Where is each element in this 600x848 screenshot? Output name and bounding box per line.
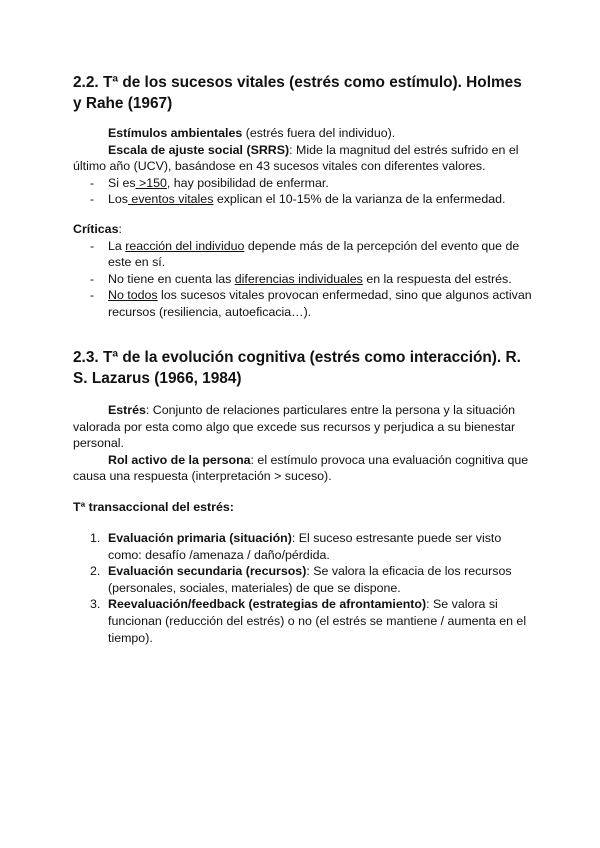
paragraph-estimulos-ambientales: Estímulos ambientales (estrés fuera del individuo). bbox=[108, 126, 396, 140]
section-heading-sucesos-vitales: 2.2. Tª de los sucesos vitales (estrés como estímulo). Holmes y Rahe (1967) bbox=[73, 74, 522, 112]
numbered-list bbox=[73, 530, 533, 646]
criticas-block bbox=[73, 221, 533, 321]
list-item: 3. Reevaluación/feedback (estrategias de afrontamiento): Se valora si funcionan (reducción del estrés) o no (el estrés se mantiene / aumenta en el tiempo). bbox=[90, 597, 527, 645]
section-body-evolucion-cognitiva bbox=[73, 402, 533, 485]
list-item: - La reacción del individuo depende más de la percepción del evento que de este en sí. bbox=[90, 238, 520, 270]
criticas-heading: Críticas: bbox=[73, 222, 122, 236]
list-item: 1. Evaluación primaria (situación): El suceso estresante puede ser visto como: desafío /amenaza / daño/pérdida. bbox=[90, 531, 502, 562]
list-item: - No todos los sucesos vitales provocan enfermedad, sino que algunos activan recursos (resiliencia, autoeficacia…). bbox=[90, 288, 532, 319]
paragraph-escala-srrs: Escala de ajuste social (SRRS): Mide la magnitud del estrés sufrido en el último año (UCV), basándose en 43 sucesos vitales con diferentes valores. bbox=[73, 142, 519, 174]
paragraph-estres-definicion: Estrés: Conjunto de relaciones particulares entre la persona y la situación valorada por esta como algo que excede sus recursos y perjudica a su bienestar personal. bbox=[73, 403, 516, 451]
section-heading-evolucion-cognitiva: 2.3. Tª de la evolución cognitiva (estrés como interacción). R. S. Lazarus (1966, 1984) bbox=[73, 349, 521, 387]
list-item: - Si es >150, hay posibilidad de enfermar. bbox=[90, 175, 329, 190]
list-item: - Los eventos vitales explican el 10-15% de la varianza de la enfermedad. bbox=[90, 192, 506, 207]
paragraph-rol-activo: Rol activo de la persona: el estímulo provoca una evaluación cognitiva que causa una respuesta (interpretación > suceso). bbox=[73, 452, 529, 484]
list-item: - No tiene en cuenta las diferencias individuales en la respuesta del estrés. bbox=[90, 271, 512, 286]
list-item: 2. Evaluación secundaria (recursos): Se valora la eficacia de los recursos (personales, sociales, materiales) de que se dispone. bbox=[90, 564, 512, 595]
section-body-sucesos-vitales bbox=[73, 125, 533, 208]
subheading-transaccional: Tª transaccional del estrés: bbox=[73, 500, 234, 514]
